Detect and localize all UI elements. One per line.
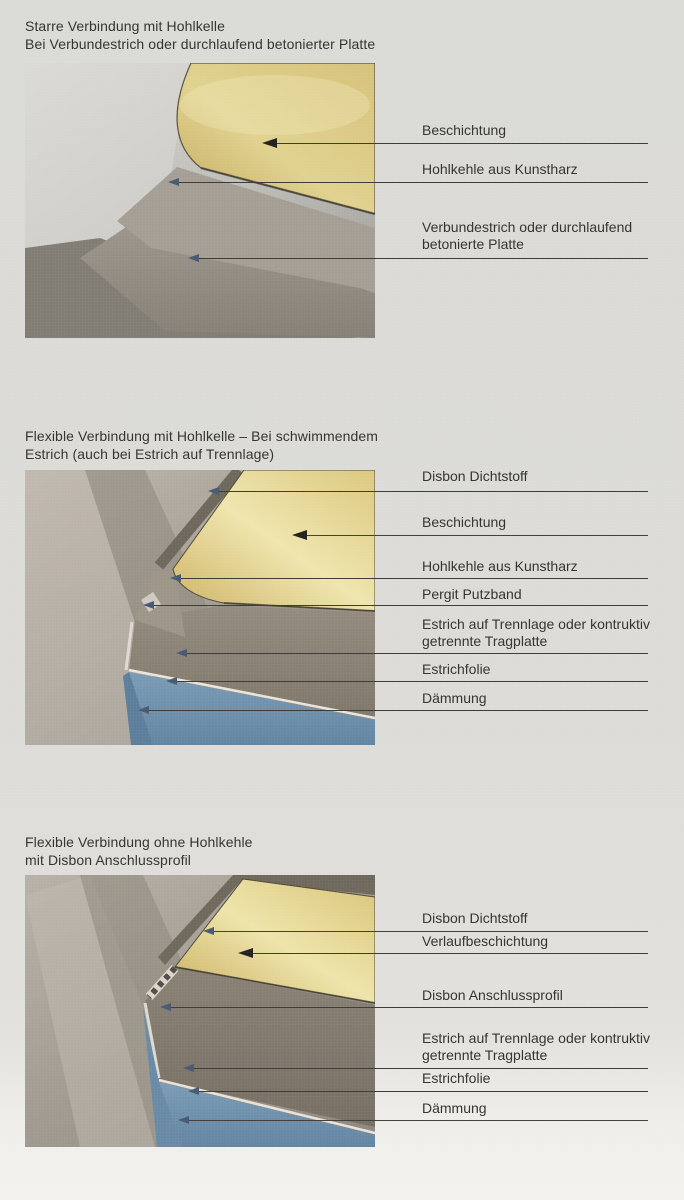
callout-line [197,258,648,259]
section-title [25,833,253,869]
callout-arrow-icon [188,254,199,262]
callout-label: Estrich auf Trennlage oder kontruktiv getrennte Tragplatte [422,1030,651,1063]
callout-arrow-icon [168,178,179,186]
callout-label: Dämmung [422,690,487,706]
callout-line [169,1007,648,1008]
illustration-floating-screed-cove-joint [25,470,375,745]
illustration-rigid-cove-joint [25,63,375,338]
callout-arrow-icon [143,601,154,609]
coating-sheen [180,75,370,135]
callout-line [192,1068,648,1069]
callout-line [212,931,648,932]
callout-line [175,681,648,682]
title-line-2: Bei Verbundestrich oder durchlaufend betonierter Platte [25,36,376,52]
callout-label: Disbon Anschlussprofil [422,987,563,1003]
callout-line [275,143,648,144]
callout-arrow-icon [238,948,253,958]
title-line-2: mit Disbon Anschlussprofil [25,852,191,868]
callout-arrow-icon [170,574,181,582]
callout-label: Beschichtung [422,122,507,138]
callout-line [147,710,648,711]
title-line-1: Flexible Verbindung mit Hohlkelle – Bei schwimmendem [25,428,379,444]
callout-line [251,953,648,954]
callout-arrow-icon [188,1087,199,1095]
callout-line [152,605,648,606]
callout-arrow-icon [183,1064,194,1072]
callout-label: Dämmung [422,1100,487,1116]
callout-arrow-icon [292,530,307,540]
callout-label: Verbundestrich oder durchlaufend betonierte Platte [422,219,633,252]
callout-arrow-icon [138,706,149,714]
callout-line [179,578,648,579]
title-line-1: Starre Verbindung mit Hohlkelle [25,18,225,34]
callout-line [305,535,648,536]
section-title [25,427,378,463]
callout-line [185,653,648,654]
callout-label: Estrich auf Trennlage oder kontruktiv getrennte Tragplatte [422,616,651,649]
callout-arrow-icon [176,649,187,657]
callout-line [187,1120,648,1121]
callout-label: Verlaufbeschichtung [422,933,549,949]
callout-arrow-icon [178,1116,189,1124]
callout-line [217,491,648,492]
callout-label: Disbon Dichtstoff [422,910,528,926]
callout-label: Disbon Dichtstoff [422,468,528,484]
callout-arrow-icon [208,487,219,495]
callout-arrow-icon [166,677,177,685]
title-line-1: Flexible Verbindung ohne Hohlkehle [25,834,253,850]
callout-line [177,182,648,183]
section-title [25,17,375,53]
callout-label: Beschichtung [422,514,507,530]
title-line-2: Estrich (auch bei Estrich auf Trennlage) [25,446,275,462]
callout-arrow-icon [203,927,214,935]
callout-arrow-icon [262,138,277,148]
callout-label: Estrichfolie [422,661,491,677]
callout-label: Pergit Putzband [422,586,522,602]
illustration-connection-profile-joint [25,875,375,1147]
callout-label: Hohlkehle aus Kunstharz [422,161,578,177]
callout-arrow-icon [160,1003,171,1011]
callout-line [197,1091,648,1092]
callout-label: Estrichfolie [422,1070,491,1086]
callout-label: Hohlkehle aus Kunstharz [422,558,578,574]
